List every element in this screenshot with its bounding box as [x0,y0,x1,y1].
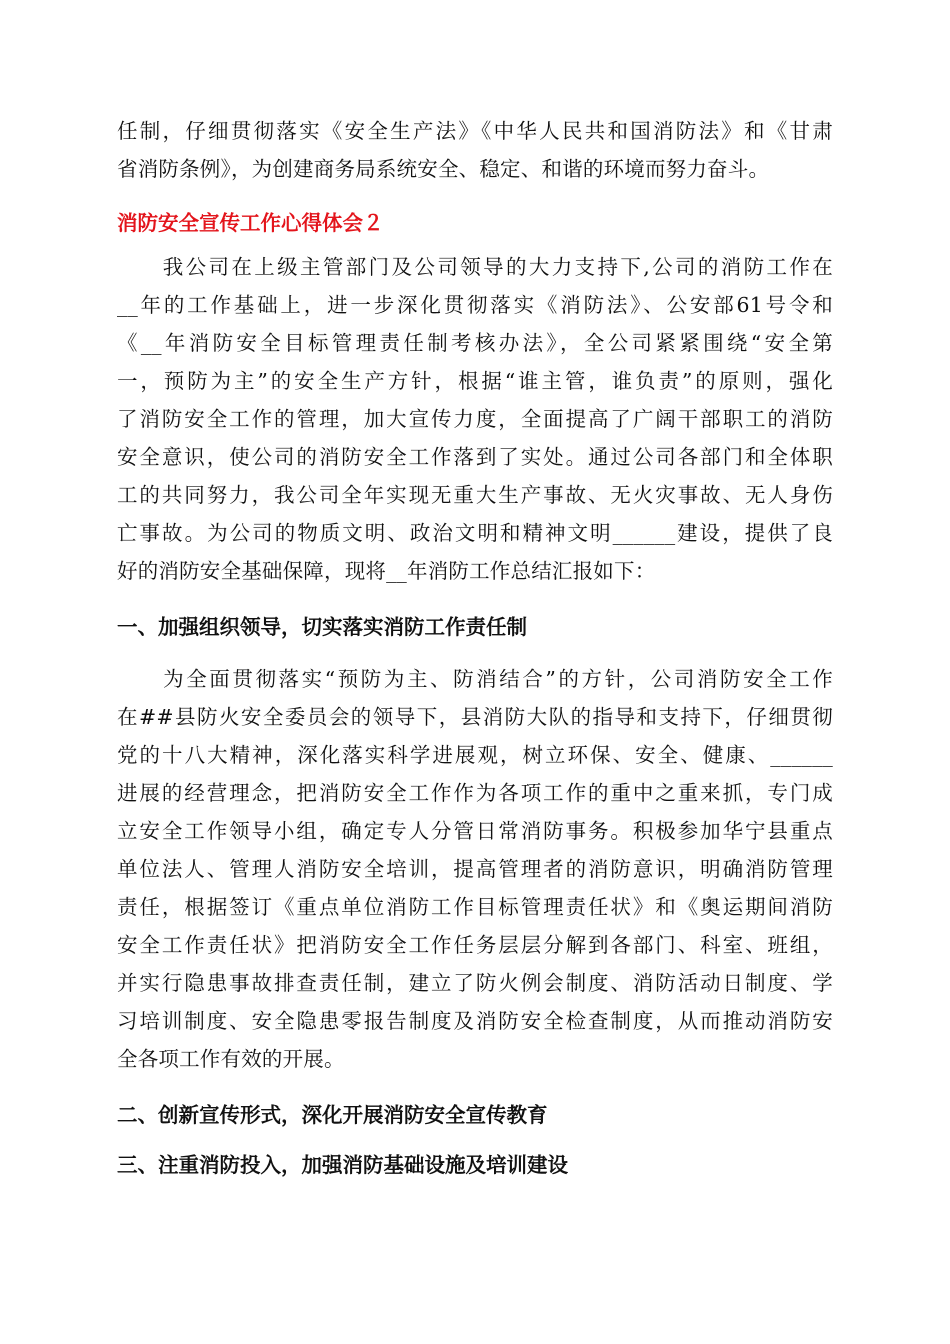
text-line: 省消防条例》，为创建商务局系统安全、稳定、和谐的环境而努力奋斗。 [117,157,770,181]
text-line: 好的消防安全基础保障，现将__年消防工作总结汇报如下： [117,559,656,583]
paragraph-2 [117,660,833,1078]
text-line: 一，预防为主”的安全生产方针，根据“谁主管，谁负责”的原则，强化 [117,369,833,393]
text-line: 在##县防火安全委员会的领导下，县消防大队的指导和支持下，仔细贯彻 [117,705,833,729]
text-line: 责任，根据签订《重点单位消防工作目标管理责任状》和《奥运期间消防 [117,895,833,919]
text-line: 并实行隐患事故排查责任制，建立了防火例会制度、消防活动日制度、学 [117,971,833,995]
heading-3: 三、注重消防投入，加强消防基础设施及培训建设 [117,1153,568,1177]
document-page [117,112,833,1184]
text-line: 进展的经营理念，把消防安全工作作为各项工作的重中之重来抓，专门成 [117,781,833,805]
text-line: 安全意识，使公司的消防安全工作落到了实处。通过公司各部门和全体职 [117,445,833,469]
heading-1: 一、加强组织领导，切实落实消防工作责任制 [117,615,527,639]
text-line: 工的共同努力，我公司全年实现无重大生产事故、无火灾事故、无人身伤 [117,483,833,507]
text-line: 为全面贯彻落实“预防为主、防消结合”的方针，公司消防安全工作 [117,667,833,691]
text-line: 《__年消防安全目标管理责任制考核办法》，全公司紧紧围绕“安全第 [117,331,833,355]
text-line: 全各项工作有效的开展。 [117,1047,345,1071]
text-line: 亡事故。为公司的物质文明、政治文明和精神文明______建设，提供了良 [117,521,833,545]
section-title: 消防安全宣传工作心得体会２ [117,211,384,235]
heading-2: 二、创新宣传形式，深化开展消防安全宣传教育 [117,1103,548,1127]
text-line: 习培训制度、安全隐患零报告制度及消防安全检查制度，从而推动消防安 [117,1009,833,1033]
text-line: 我公司在上级主管部门及公司领导的大力支持下,公司的消防工作在 [117,255,833,279]
paragraph-1 [117,248,833,590]
text-line: 立安全工作领导小组，确定专人分管日常消防事务。积极参加华宁县重点 [117,819,833,843]
text-line: 党的十八大精神，深化落实科学进展观，树立环保、安全、健康、______ [117,743,833,767]
text-line: 了消防安全工作的管理，加大宣传力度，全面提高了广阔干部职工的消防 [117,407,833,431]
text-line: __年的工作基础上，进一步深化贯彻落实《消防法》、公安部61号令和 [117,293,833,317]
text-line: 安全工作责任状》把消防安全工作任务层层分解到各部门、科室、班组， [117,933,833,957]
text-line: 单位法人、管理人消防安全培训，提高管理者的消防意识，明确消防管理 [117,857,833,881]
text-line: 任制，仔细贯彻落实《安全生产法》《中华人民共和国消防法》和《甘肃 [117,119,833,143]
intro-paragraph [117,112,833,188]
